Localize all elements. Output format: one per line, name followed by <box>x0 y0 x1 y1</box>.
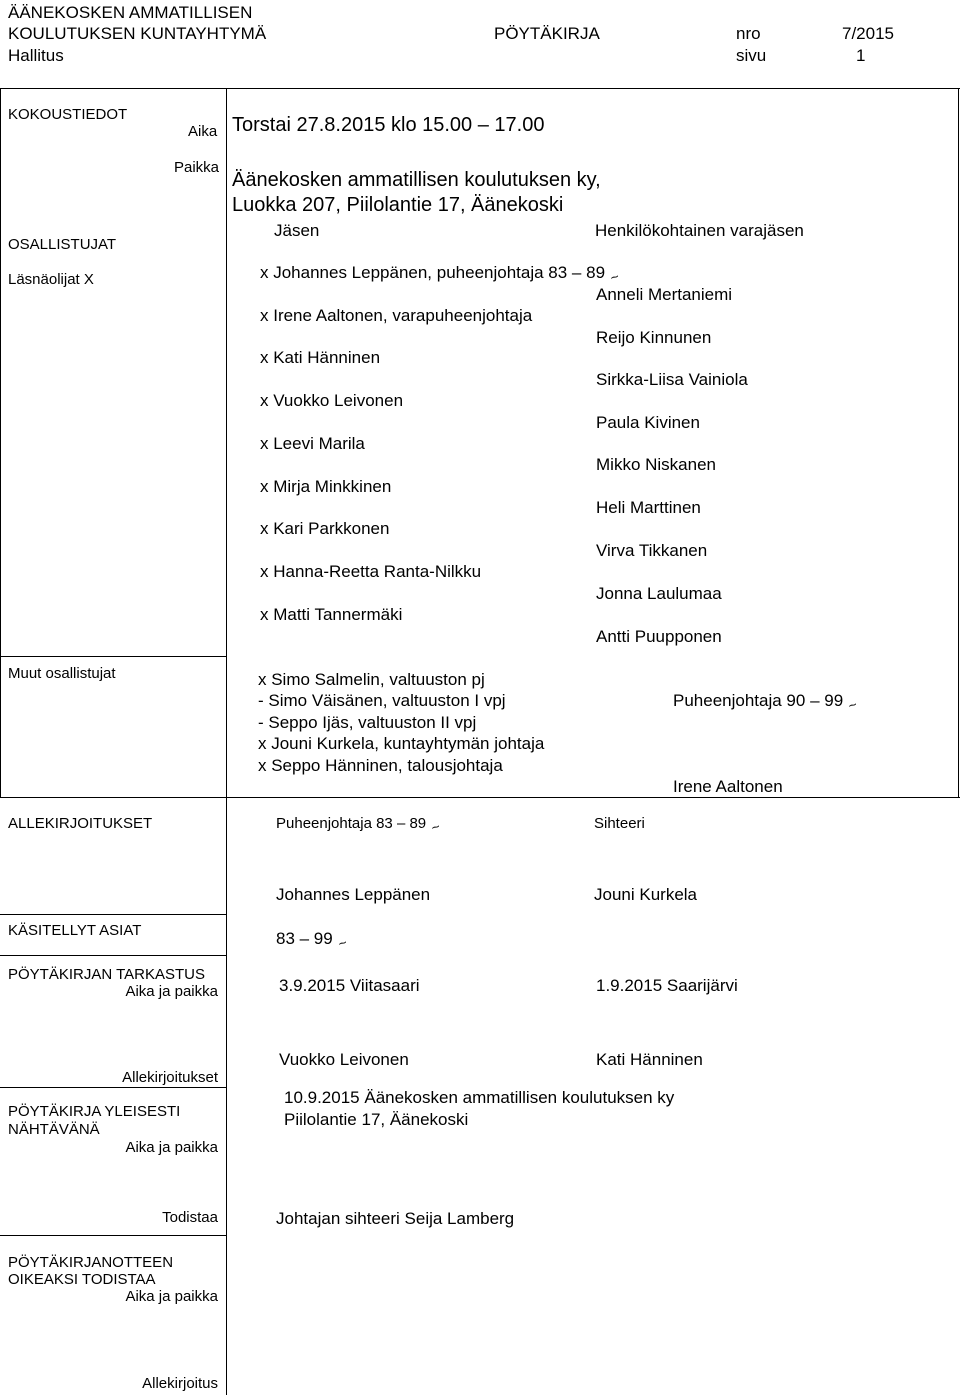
time-label: Aika <box>188 123 218 140</box>
extract-time-place-label: Aika ja paikka <box>125 1288 218 1305</box>
secretary-title: Sihteeri <box>594 815 645 832</box>
chair-signer-name: Johannes Leppänen <box>276 885 431 904</box>
present-label: Läsnäolijat X <box>8 271 94 288</box>
deputy-row: Heli Marttinen <box>596 498 701 517</box>
deputy-row: Reijo Kinnunen <box>596 328 712 347</box>
handled-items-value <box>276 929 349 952</box>
handled-items-label: KÄSITELLYT ASIAT <box>8 922 142 939</box>
other-participant-row: - Simo Väisänen, valtuuston I vpj <box>258 691 506 710</box>
place-label: Paikka <box>174 159 220 176</box>
certify-label: Todistaa <box>162 1209 218 1226</box>
sign-mark: ~ <box>335 933 349 952</box>
deputy-row: Jonna Laulumaa <box>596 584 722 603</box>
public-place-line1: 10.9.2015 Äänekosken ammatillisen koulutuksen ky <box>284 1088 675 1107</box>
chair-note-name: Irene Aaltonen <box>673 777 783 796</box>
sivu-label: sivu <box>736 46 767 65</box>
chair-note <box>673 691 860 714</box>
sign-mark: ~ <box>846 695 860 714</box>
meeting-place-line1: Äänekosken ammatillisen koulutuksen ky, <box>232 169 601 191</box>
deputy-row: Sirkka-Liisa Vainiola <box>596 370 748 389</box>
document-type: PÖYTÄKIRJA <box>494 24 600 43</box>
member-column-header: Jäsen <box>274 221 320 240</box>
review-place-1: 3.9.2015 Viitasaari <box>279 976 420 995</box>
other-participant-row: x Jouni Kurkela, kuntayhtymän johtaja <box>258 734 545 753</box>
sivu-value: 1 <box>856 46 866 65</box>
member-row: x Mirja Minkkinen <box>260 477 392 496</box>
chair-title <box>276 815 443 836</box>
attendees-bottom-border <box>0 797 960 798</box>
review-divider <box>0 955 226 956</box>
chair-title-text: Puheenjohtaja 83 – 89 <box>276 815 427 832</box>
certify-divider <box>0 1235 226 1236</box>
other-participants-label: Muut osallistujat <box>8 665 116 682</box>
review-signatures-label: Allekirjoitukset <box>122 1069 218 1086</box>
member-name: x Johannes Leppänen, puheenjohtaja 83 – 89 <box>260 263 606 282</box>
public-time-place-label: Aika ja paikka <box>125 1139 218 1156</box>
review-label: PÖYTÄKIRJAN TARKASTUS <box>8 966 205 983</box>
column-divider <box>226 88 227 1395</box>
extract-signature-label: Allekirjoitus <box>142 1375 218 1392</box>
review-place-2: 1.9.2015 Saarijärvi <box>596 976 738 995</box>
other-participant-row: x Seppo Hänninen, talousjohtaja <box>258 756 503 775</box>
handled-items-text: 83 – 99 <box>276 929 333 948</box>
meeting-time: Torstai 27.8.2015 klo 15.00 – 17.00 <box>232 114 545 136</box>
public-label-line1: PÖYTÄKIRJA YLEISESTI <box>8 1103 181 1120</box>
present-section-divider <box>0 656 226 657</box>
deputy-row: Antti Puupponen <box>596 627 722 646</box>
signatures-label: ALLEKIRJOITUKSET <box>8 815 153 832</box>
other-participant-row: - Seppo Ijäs, valtuuston II vpj <box>258 713 477 732</box>
member-row: x Irene Aaltonen, varapuheenjohtaja <box>260 306 533 325</box>
deputy-row: Mikko Niskanen <box>596 455 716 474</box>
reviewer-1: Vuokko Leivonen <box>279 1050 409 1069</box>
member-row: x Leevi Marila <box>260 434 365 453</box>
deputy-column-header: Henkilökohtainen varajäsen <box>595 221 804 240</box>
public-place-line2: Piilolantie 17, Äänekoski <box>284 1110 469 1129</box>
public-label-line2: NÄHTÄVÄNÄ <box>8 1121 100 1138</box>
sign-mark: ~ <box>429 817 443 836</box>
reviewer-2: Kati Hänninen <box>596 1050 703 1069</box>
certifier-name: Johtajan sihteeri Seija Lamberg <box>276 1209 515 1228</box>
other-participant-row: x Simo Salmelin, valtuuston pj <box>258 670 485 689</box>
frame-left-border <box>0 88 1 798</box>
attendees-section-label: OSALLISTUJAT <box>8 236 117 253</box>
member-row <box>260 263 622 286</box>
nro-label: nro <box>736 24 761 43</box>
public-divider <box>0 1087 226 1088</box>
chair-note-text: Puheenjohtaja 90 – 99 <box>673 691 844 710</box>
meeting-section-label: KOKOUSTIEDOT <box>8 106 128 123</box>
member-row: x Vuokko Leivonen <box>260 391 404 410</box>
meeting-place-line2: Luokka 207, Piilolantie 17, Äänekoski <box>232 194 564 216</box>
org-name-line1: ÄÄNEKOSKEN AMMATILLISEN <box>8 3 253 22</box>
secretary-signer-name: Jouni Kurkela <box>594 885 698 904</box>
extract-label-line1: PÖYTÄKIRJANOTTEEN <box>8 1254 174 1271</box>
sign-mark: ~ <box>607 267 622 286</box>
extract-label-line2: OIKEAKSI TODISTAA <box>8 1271 156 1288</box>
nro-value: 7/2015 <box>842 24 894 43</box>
handled-divider <box>0 914 226 915</box>
board-name: Hallitus <box>8 46 64 65</box>
member-row: x Kari Parkkonen <box>260 519 390 538</box>
frame-top-border <box>0 88 960 89</box>
deputy-row: Virva Tikkanen <box>596 541 708 560</box>
deputy-row: Paula Kivinen <box>596 413 700 432</box>
deputy-row: Anneli Mertaniemi <box>596 285 733 304</box>
member-row: x Hanna-Reetta Ranta-Nilkku <box>260 562 482 581</box>
member-row: x Matti Tannermäki <box>260 605 403 624</box>
frame-right-border <box>958 88 959 798</box>
member-row: x Kati Hänninen <box>260 348 381 367</box>
org-name-line2: KOULUTUKSEN KUNTAYHTYMÄ <box>8 24 267 43</box>
review-time-place-label: Aika ja paikka <box>125 983 218 1000</box>
